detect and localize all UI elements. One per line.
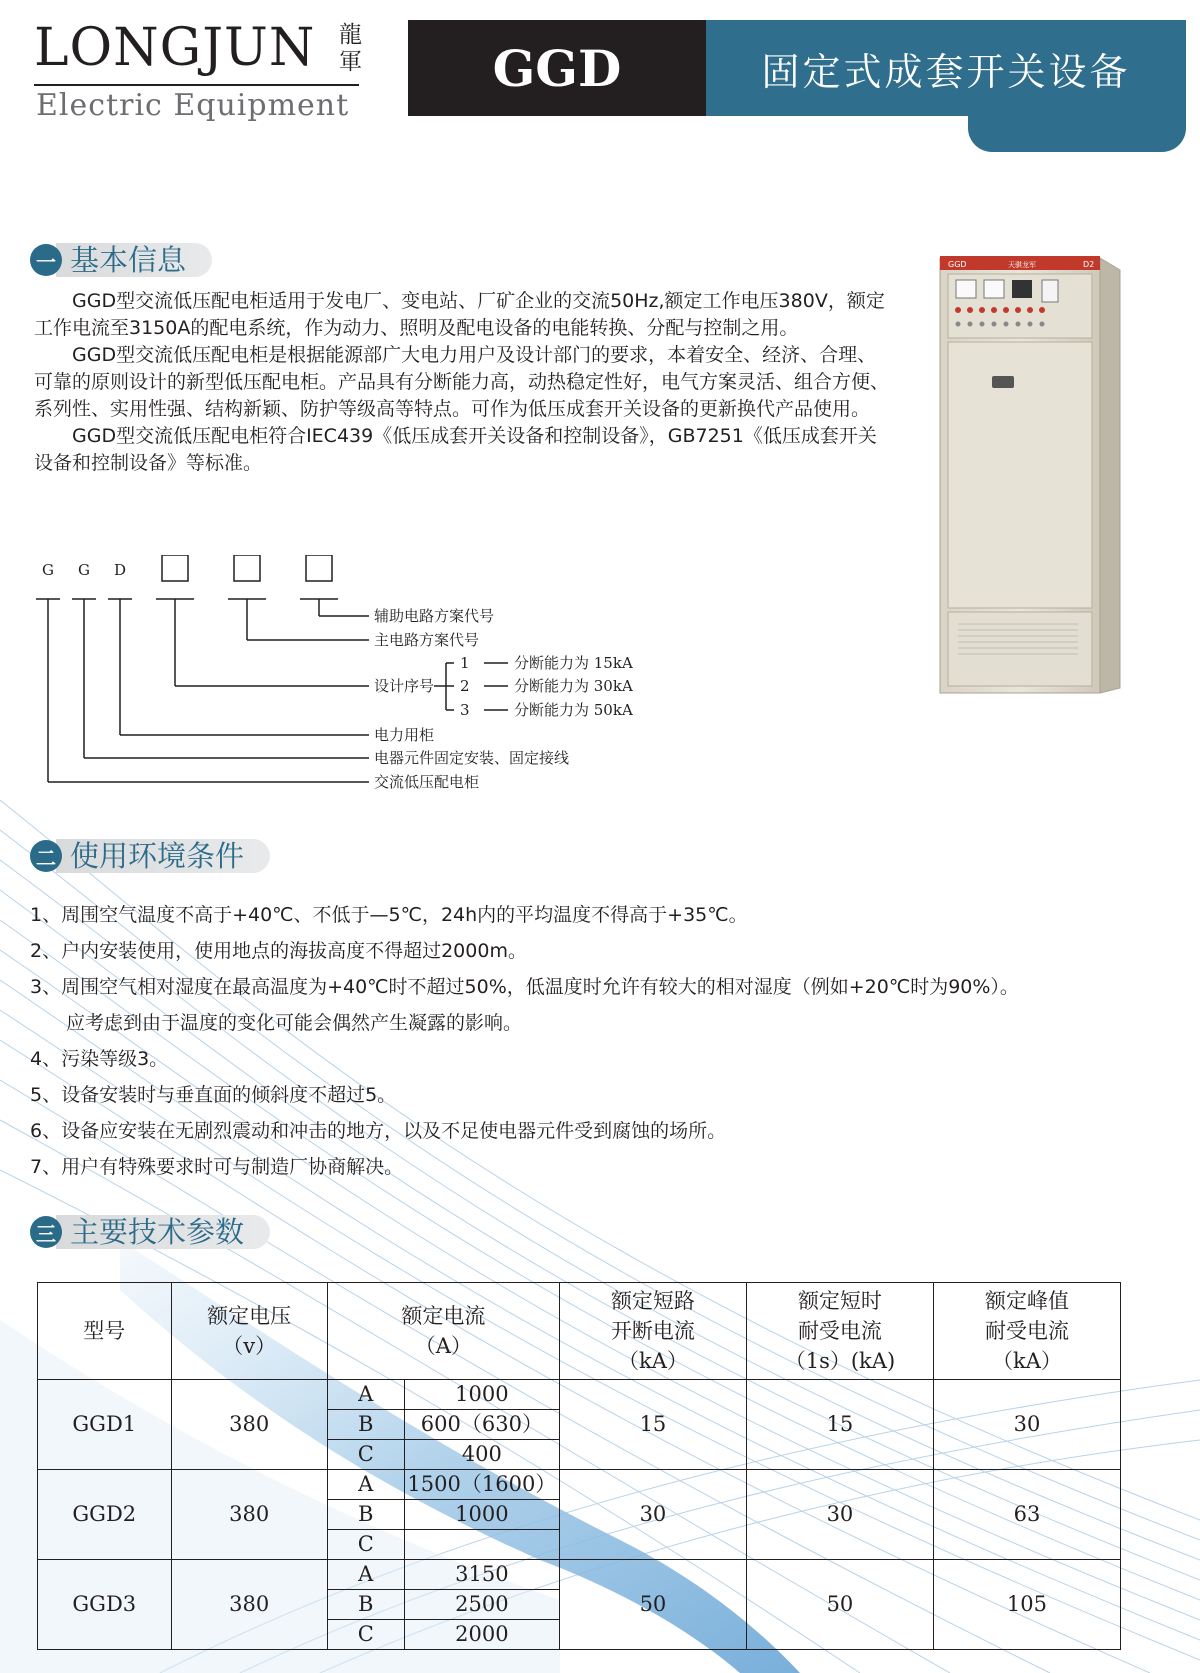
- env-item: 6、设备应安装在无剧烈震动和冲击的地方，以及不足使电器元件受到腐蚀的场所。: [30, 1120, 727, 1142]
- section-number: 三: [30, 1216, 62, 1248]
- intro-paragraph: GGD型交流低压配电柜符合IEC439《低压成套开关设备和控制设备》，GB7251《低压成套开关设备和控制设备》等标准。: [34, 425, 877, 474]
- code-label-aux: 辅助电路方案代号: [374, 607, 495, 625]
- table-row: [38, 1380, 1121, 1410]
- section-title: 主要技术参数: [56, 1215, 270, 1249]
- code-option-number: 2: [460, 677, 470, 695]
- cell-current: [404, 1530, 559, 1560]
- code-option-text: 分断能力为 15kA: [514, 654, 633, 672]
- cell-voltage: 380: [171, 1560, 327, 1650]
- code-label-design: 设计序号: [374, 677, 435, 695]
- cell-current: 600（630）: [404, 1410, 559, 1440]
- model-code-diagram: [34, 555, 734, 815]
- intro-paragraph: GGD型交流低压配电柜是根据能源部广大电力用户及设计部门的要求，本着安全、经济、合理、可靠的原则设计的新型低压配电柜。产品具有分断能力高，动热稳定性好，电气方案灵活、组合方便、系列性、实用性强、结构新颖、防护等级高等特点。可作为低压成套开关设备的更新换代产品使用。: [34, 344, 890, 420]
- code-letter: G: [78, 561, 90, 579]
- cell-grade: A: [327, 1470, 404, 1500]
- cabinet-tag: D2: [1083, 260, 1095, 269]
- header-peak: 额定峰值 耐受电流 （kA）: [933, 1283, 1120, 1380]
- title-banner-tab: [968, 116, 1186, 152]
- code-option-number: 3: [460, 701, 470, 719]
- cell-model: GGD3: [38, 1560, 172, 1650]
- cell-peak: 105: [933, 1560, 1120, 1650]
- cell-current: 400: [404, 1440, 559, 1470]
- cabinet-label: GGD: [948, 260, 967, 269]
- section-env-heading: [30, 837, 270, 875]
- code-option-text: 分断能力为 30kA: [514, 677, 633, 695]
- cell-model: GGD1: [38, 1380, 172, 1470]
- cell-current: 3150: [404, 1560, 559, 1590]
- table-row: [38, 1470, 1121, 1500]
- title-banner: 固定式成套开关设备: [706, 20, 1186, 116]
- cell-grade: B: [327, 1500, 404, 1530]
- cell-break: 50: [559, 1560, 746, 1650]
- section-number: 二: [30, 840, 62, 872]
- brand-divider: [34, 84, 359, 86]
- code-letter: G: [42, 561, 54, 579]
- cell-grade: A: [327, 1560, 404, 1590]
- table-row: [38, 1560, 1121, 1590]
- cell-grade: B: [327, 1410, 404, 1440]
- intro-paragraph: GGD型交流低压配电柜适用于发电厂、变电站、厂矿企业的交流50Hz,额定工作电压380V，额定工作电流至3150A的配电系统，作为动力、照明及配电设备的电能转换、分配与控制之用。: [34, 290, 885, 339]
- parameters-table: [37, 1282, 1121, 1650]
- code-label-ac: 交流低压配电柜: [374, 773, 480, 791]
- section-params-heading: [30, 1213, 270, 1251]
- cell-peak: 30: [933, 1380, 1120, 1470]
- header-voltage: 额定电压 （v）: [171, 1283, 327, 1380]
- cabinet-photo: [938, 248, 1148, 696]
- code-letter: D: [114, 561, 127, 579]
- env-item: 7、用户有特殊要求时可与制造厂协商解决。: [30, 1156, 404, 1178]
- model-banner: GGD: [408, 20, 706, 116]
- brand-name: LONGJUN: [34, 18, 316, 78]
- table-header-row: [38, 1283, 1121, 1380]
- header-model: 型号: [38, 1283, 172, 1380]
- cell-grade: C: [327, 1530, 404, 1560]
- cell-grade: B: [327, 1590, 404, 1620]
- cell-withstand: 15: [746, 1380, 933, 1470]
- brand-subtitle: Electric Equipment: [36, 88, 350, 123]
- env-item: 5、设备安装时与垂直面的倾斜度不超过5。: [30, 1084, 397, 1106]
- section-title: 使用环境条件: [56, 839, 270, 873]
- section-basic-heading: [30, 241, 212, 279]
- cell-current: 1000: [404, 1380, 559, 1410]
- env-list: [30, 897, 1170, 1185]
- section-number: 一: [30, 244, 62, 276]
- cell-break: 15: [559, 1380, 746, 1470]
- header-break: 额定短路 开断电流 （kA）: [559, 1283, 746, 1380]
- cell-voltage: 380: [171, 1380, 327, 1470]
- cell-model: GGD2: [38, 1470, 172, 1560]
- header-current: 额定电流 （A）: [327, 1283, 559, 1380]
- env-item-continuation: 应考虑到由于温度的变化可能会偶然产生凝露的影响。: [66, 1012, 523, 1034]
- cabinet-badge: 天骐龙军: [1008, 261, 1036, 269]
- cell-current: 1500（1600）: [404, 1470, 559, 1500]
- section-title: 基本信息: [56, 243, 212, 277]
- code-label-fixed: 电器元件固定安装、固定接线: [374, 749, 570, 767]
- env-item: 1、周围空气温度不高于+40℃、不低于—5℃，24h内的平均温度不得高于+35℃。: [30, 904, 748, 926]
- code-label-main: 主电路方案代号: [374, 631, 480, 649]
- code-option-number: 1: [460, 654, 470, 672]
- brand-cn-name: 龍軍: [339, 22, 362, 75]
- cell-break: 30: [559, 1470, 746, 1560]
- intro-text: [34, 288, 890, 477]
- code-option-text: 分断能力为 50kA: [514, 701, 633, 719]
- cell-grade: C: [327, 1620, 404, 1650]
- header-withstand: 额定短时 耐受电流 （1s）(kA): [746, 1283, 933, 1380]
- env-item: 4、污染等级3。: [30, 1048, 169, 1070]
- cell-current: 2500: [404, 1590, 559, 1620]
- cell-withstand: 30: [746, 1470, 933, 1560]
- env-item: 3、周围空气相对湿度在最高温度为+40℃时不超过50%，低温度时允许有较大的相对湿度（例如+20℃时为90%）。: [30, 976, 1019, 998]
- cell-voltage: 380: [171, 1470, 327, 1560]
- code-label-power: 电力用柜: [374, 726, 435, 744]
- cell-peak: 63: [933, 1470, 1120, 1560]
- cell-current: 2000: [404, 1620, 559, 1650]
- cell-current: 1000: [404, 1500, 559, 1530]
- cell-grade: C: [327, 1440, 404, 1470]
- cell-withstand: 50: [746, 1560, 933, 1650]
- env-item: 2、户内安装使用，使用地点的海拔高度不得超过2000m。: [30, 940, 527, 962]
- cell-grade: A: [327, 1380, 404, 1410]
